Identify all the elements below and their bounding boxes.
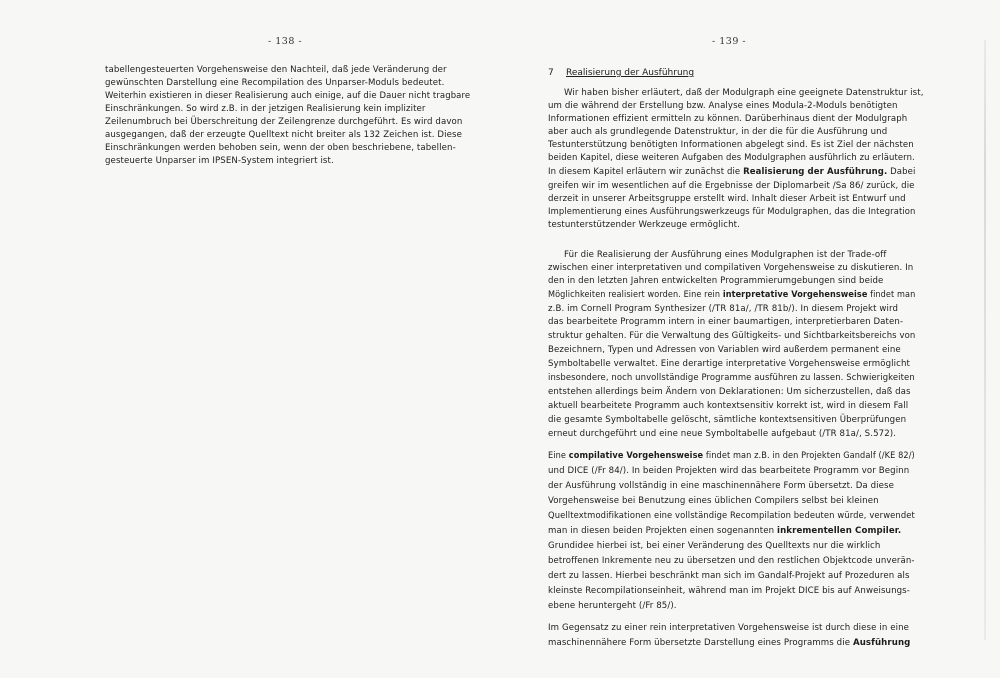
text-line [548,166,915,179]
text-run: Möglichkeiten realisiert worden. Eine rein [548,290,723,300]
text-line: Informationen effizient ermitteln zu können. Darüberhinaus dient der Modulgraph [548,114,908,124]
text-line: den in den letzten Jahren entwickelten Programmierumgebungen sind beide [548,276,884,286]
text-line: aber auch als grundlegende Datenstruktur, in der die für die Ausführung und [548,127,888,137]
text-line: tabellengesteuerten Vorgehensweise den Nachteil, daß jede Veränderung der [105,65,447,75]
text-run: findet man z.B. in den Projekten Gandalf (/KE 82/) [703,451,915,461]
heading-title: Realisierung der Ausführung [566,68,695,78]
text-line: gewünschten Darstellung eine Recompilation des Unparser-Moduls bedeutet. [105,78,445,88]
text-line [548,289,915,302]
text-run: Dabei [887,167,916,177]
text-line: Weiterhin existieren in dieser Realisierung auch einige, auf die Dauer nicht tragbare [105,91,471,101]
text-run: In diesem Kapitel erläutern wir zunächst die [548,167,744,177]
text-line: betroffenen Inkremente neu zu übersetzen und den restlichen Objektcode unverän- [548,556,915,566]
bold-term: Ausführung [852,638,911,648]
text-line: kleinste Recompilationseinheit, während man im Projekt DICE bis auf Anweisungs- [548,586,910,596]
text-line: Wir haben bisher erläutert, daß der Modulgraph eine geeignete Datenstruktur ist, [564,88,924,98]
text-line [548,450,915,463]
text-line: Einschränkungen. So wird z.B. in der jetzigen Realisierung kein impliziter [105,104,426,114]
text-line: erneut durchgeführt und eine neue Symboltabelle aufgebaut (/TR 81a/, S.572). [548,429,897,439]
text-line: zwischen einer interpretativen und compilativen Vorgehensweise zu diskutieren. In [548,263,914,273]
text-line: Vorgehensweise bei Benutzung eines üblichen Compilers selbst bei kleinen [548,496,879,506]
text-line: Für die Realisierung der Ausführung eines Modulgraphen ist der Trade-off [564,250,887,260]
text-line: und DICE (/Fr 84/). In beiden Projekten wird das bearbeitete Programm vor Beginn [548,466,910,476]
text-line: der Ausführung vollständig in eine maschinennähere Form übersetzt. Da diese [548,481,895,491]
text-run: findet man [867,290,916,300]
bold-term: inkrementellen Compiler. [777,526,902,536]
text-line [548,525,901,538]
text-line: Im Gegensatz zu einer rein interpretativen Vorgehensweise ist durch diese in eine [548,623,910,633]
text-line: entstehen allerdings beim Ändern von Deklarationen: Um sicherzustellen, daß das [548,387,911,397]
page-number: - 138 - [268,36,303,47]
text-line: greifen wir im wesentlichen auf die Ergebnisse der Diplomarbeit /Sa 86/ zurück, die [548,181,915,191]
text-line: Bezeichnern, Typen und Adressen von Variablen wird außerdem permanent eine [548,345,901,355]
text-line: ebene heruntergeht (/Fr 85/). [548,601,677,611]
text-line: ausgegangen, daß der erzeugte Quelltext nicht breiter als 132 Zeichen ist. Diese [105,130,462,140]
page-edge-shadow [984,40,986,640]
text-line: testunterstützender Werkzeuge ermöglicht. [548,220,740,230]
text-line: beiden Kapitel, diese weiteren Aufgaben des Modulgraphen ausführlich zu erläutern. [548,153,915,163]
text-line: insbesondere, noch unvollständige Programme ausführen zu lassen. Schwierigkeiten [548,373,915,383]
bold-term: Realisierung der Ausführung. [743,167,888,177]
heading-number: 7 [548,68,554,78]
text-line: Quelltextmodifikationen eine vollständige Recompilation bedeuten würde, verwendet [548,511,915,521]
text-line: Implementierung eines Ausführungswerkzeugs für Modulgraphen, das die Integration [548,207,916,217]
bold-term: interpretative Vorgehensweise [722,290,868,300]
text-line: dert zu lassen. Hierbei beschränkt man sich im Gandalf-Projekt auf Prozeduren als [548,571,910,581]
text-line: Einschränkungen werden behoben sein, wenn der oben beschriebene, tabellen- [105,143,456,153]
text-line: das bearbeitete Programm intern in einer baumartigen, interpretierbaren Daten- [548,317,904,327]
text-line: Symboltabelle verwaltet. Eine derartige interpretative Vorgehensweise ermöglicht [548,359,910,369]
text-line [548,637,910,650]
text-line: Grundidee hierbei ist, bei einer Veränderung des Quelltexts nur die wirklich [548,541,881,551]
text-line: um die während der Erstellung bzw. Analyse eines Modula-2-Moduls benötigten [548,101,898,111]
bold-term: compilative Vorgehensweise [568,451,704,461]
right-page [500,0,1000,678]
text-line: derzeit in unserer Arbeitsgruppe erstellt wird. Inhalt dieser Arbeit ist Entwurf und [548,194,906,204]
text-line: Testunterstützung benötigten Informationen abgelegt sind. Es ist Ziel der nächsten [548,140,914,150]
text-line: aktuell bearbeitete Programm auch kontextsensitiv korrekt ist, wird in diesem Fall [548,401,909,411]
text-line: z.B. im Cornell Program Synthesizer (/TR 81a/, /TR 81b/). In diesem Projekt wird [548,304,899,314]
text-line: struktur gehalten. Für die Verwaltung des Gültigkeits- und Sichtbarkeitsbereichs von [548,331,916,341]
text-run: man in diesen beiden Projekten einen sogenannten [548,526,778,536]
text-line: Zeilenumbruch bei Überschreitung der Zeilengrenze durchgeführt. Es wird davon [105,117,463,127]
text-run: maschinennähere Form übersetzte Darstellung eines Programms die [548,638,853,648]
text-line: die gesamte Symboltabelle gelöscht, sämtliche kontextsensitiven Überprüfungen [548,415,907,425]
text-line: gesteuerte Unparser im IPSEN-System integriert ist. [105,156,334,166]
page-number: - 139 - [712,36,747,47]
text-run: Eine [548,451,569,461]
